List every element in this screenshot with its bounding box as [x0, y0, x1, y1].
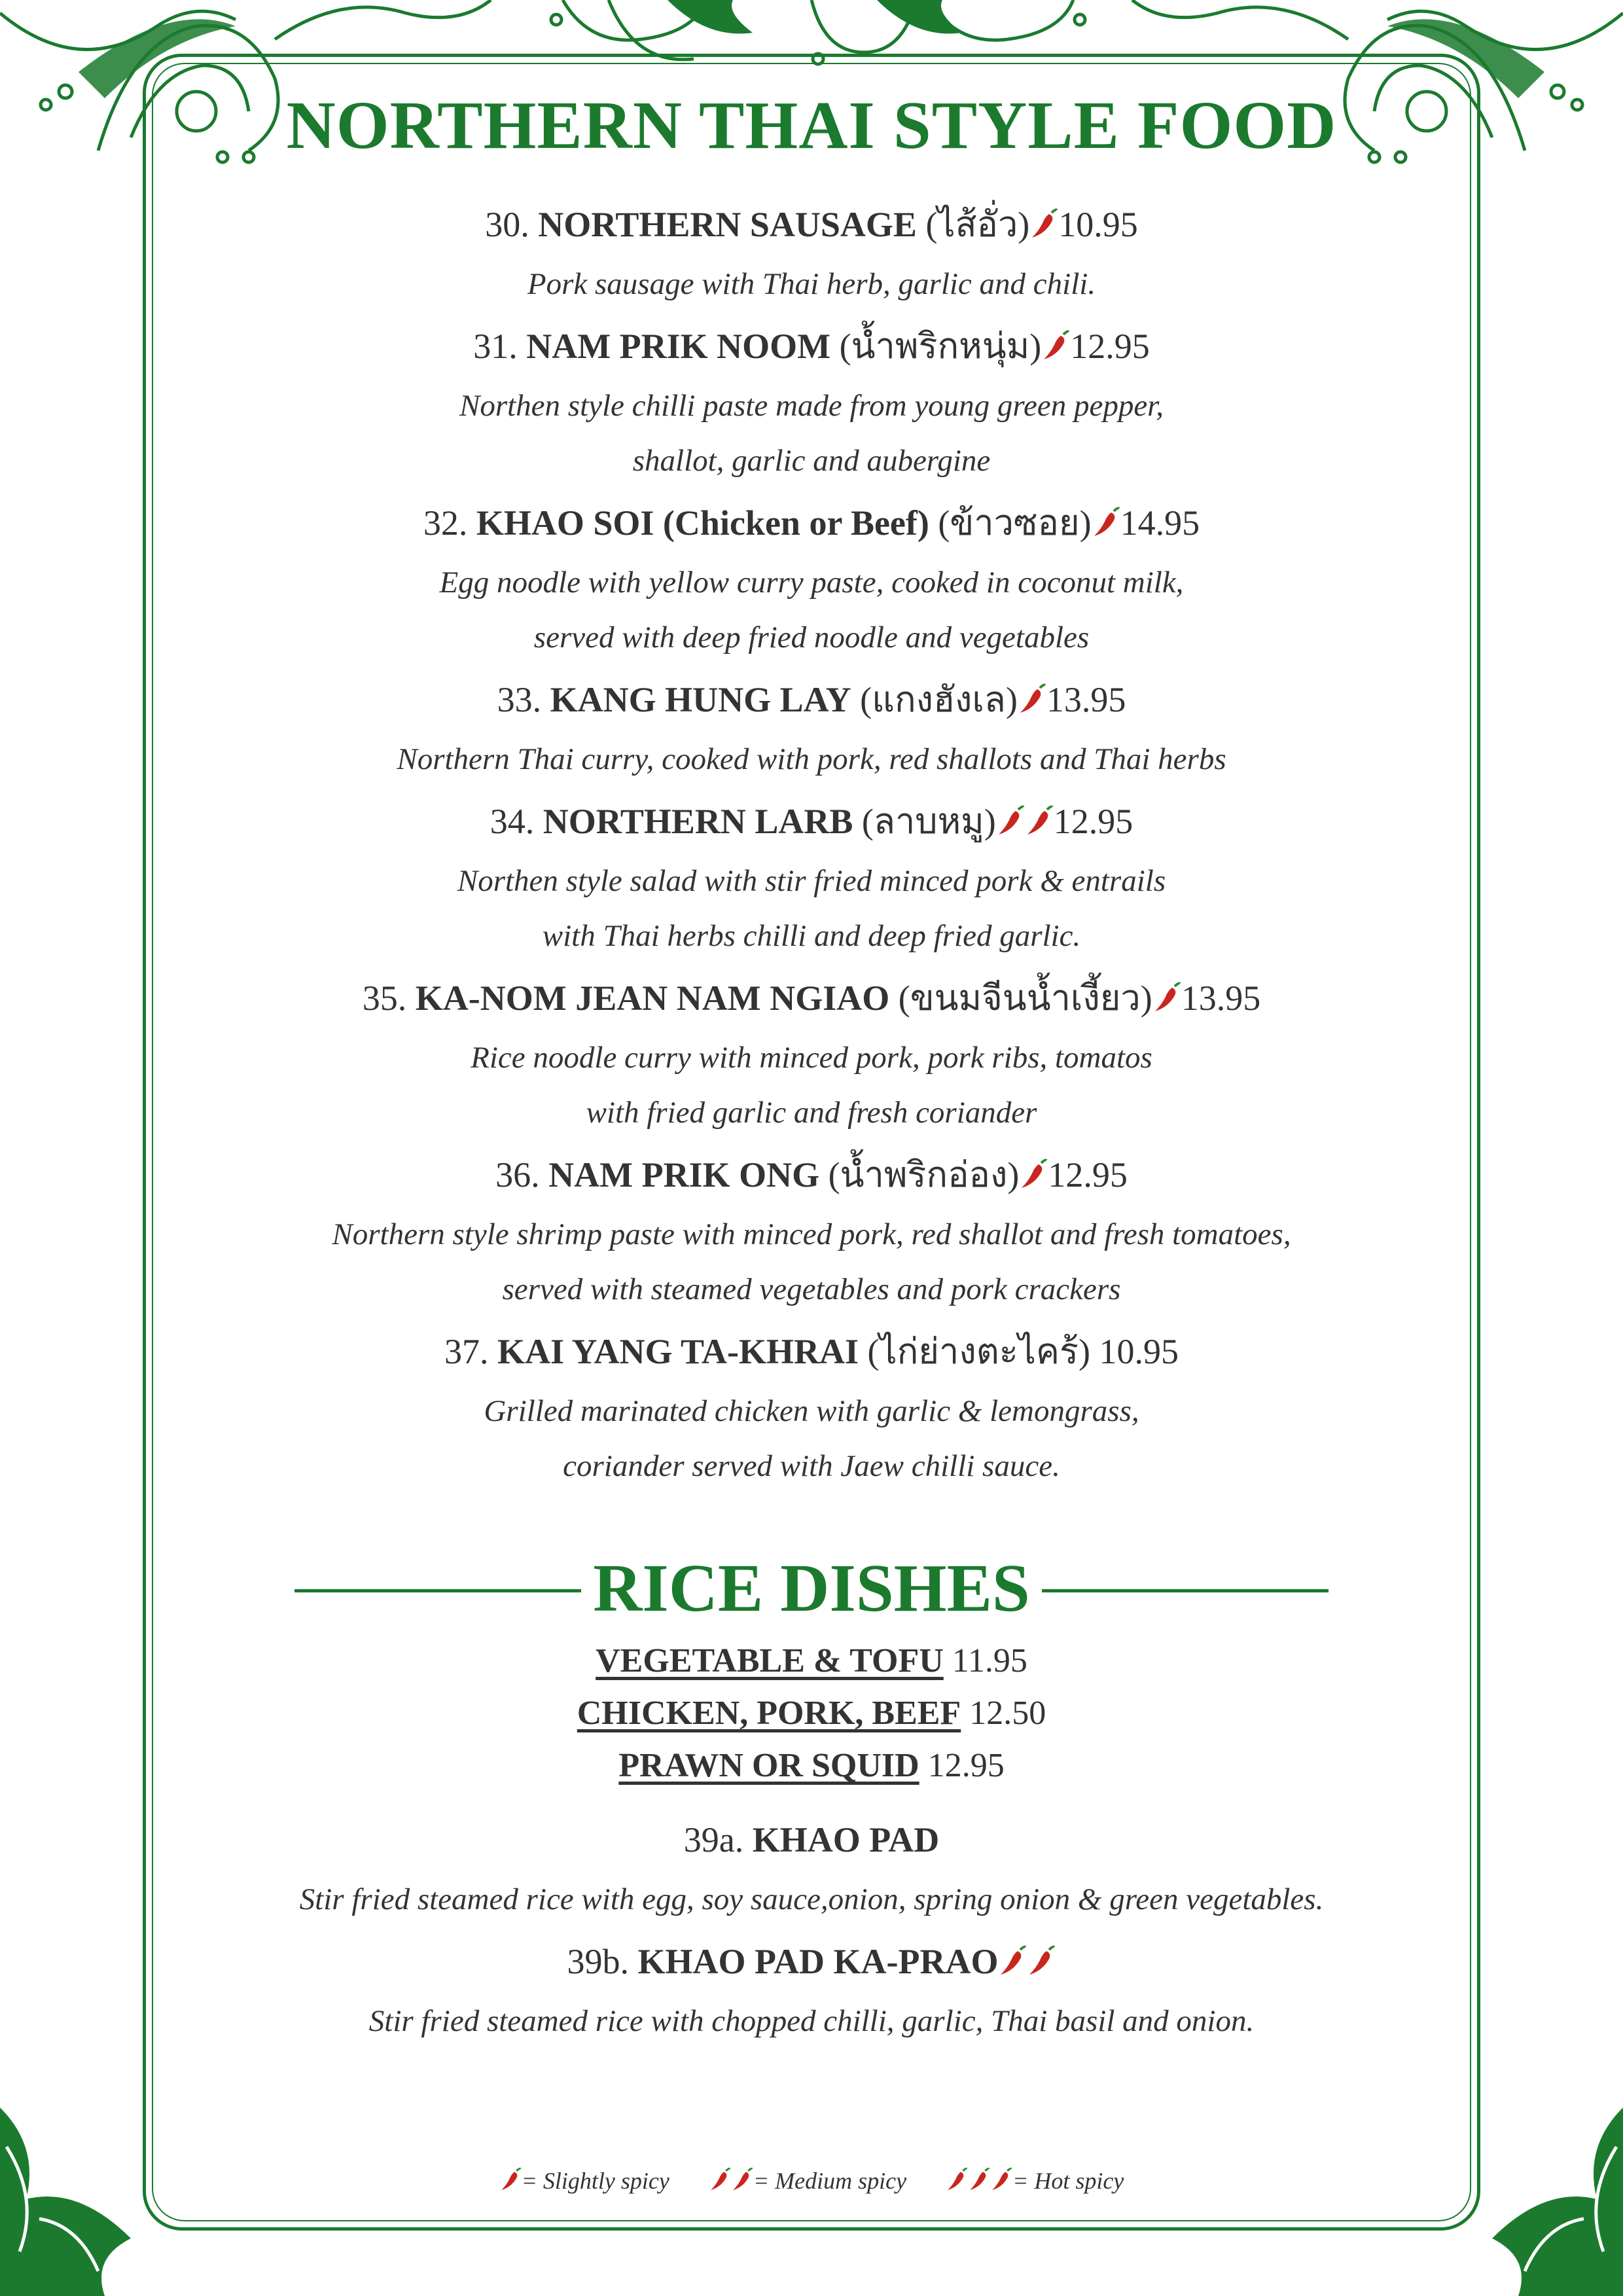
item-price: 13.95	[1181, 978, 1261, 1018]
rice-price-value: 12.95	[927, 1747, 1005, 1784]
menu-content	[0, 196, 1623, 2055]
chili-icon	[1092, 506, 1120, 539]
chili-icon	[996, 804, 1025, 837]
page-title: NORTHERN THAI STYLE FOOD	[286, 88, 1337, 163]
item-description	[0, 555, 1623, 665]
item-thai-name: (ไส้อั่ว)	[925, 205, 1030, 244]
item-name: KA-NOM JEAN NAM NGIAO	[415, 978, 890, 1018]
legend-entry	[946, 2168, 1124, 2194]
item-name: KAI YANG TA-KHRAI	[497, 1332, 859, 1371]
item-price: 12.95	[1070, 327, 1150, 366]
item-description-line: Northern Thai curry, cooked with pork, red shallots and Thai herbs	[397, 742, 1226, 776]
item-title	[0, 672, 1623, 728]
item-description	[0, 1872, 1623, 1927]
item-description	[0, 1994, 1623, 2049]
rice-price-label: CHICKEN, PORK, BEEF	[577, 1695, 961, 1732]
item-title	[0, 1323, 1623, 1380]
item-thai-name: (ข้าวซอย)	[938, 503, 1092, 543]
floral-ornament-bottom-left-icon	[0, 2108, 157, 2296]
item-description-line: Grilled marinated chicken with garlic & lemongrass,	[484, 1394, 1139, 1428]
menu-item	[0, 793, 1623, 963]
rice-price-label: VEGETABLE & TOFU	[596, 1642, 944, 1679]
item-name: KHAO SOI (Chicken or Beef)	[476, 503, 929, 543]
menu-item	[0, 970, 1623, 1140]
rice-price-row	[0, 1687, 1623, 1740]
chili-icon	[709, 2166, 731, 2193]
item-thai-name: (ขนมจีนน้ำเงี้ยว)	[898, 978, 1152, 1018]
legend-label: = Slightly spicy	[521, 2168, 669, 2194]
item-name: KHAO PAD KA-PRAO	[637, 1942, 999, 1981]
item-number: 33.	[497, 680, 542, 719]
item-description-line: shallot, garlic and aubergine	[632, 444, 991, 478]
item-thai-name: (น้ำพริกหนุ่ม)	[839, 327, 1042, 366]
chili-icon	[1027, 1945, 1056, 1977]
item-number: 34.	[490, 802, 535, 841]
item-price: 12.95	[1048, 1155, 1128, 1194]
legend-entry	[499, 2168, 669, 2194]
item-description-line: with fried garlic and fresh coriander	[586, 1096, 1037, 1130]
chili-icon	[1025, 804, 1054, 837]
rice-price-label: PRAWN OR SQUID	[618, 1747, 919, 1784]
item-number: 30.	[485, 205, 529, 244]
section-rule-left	[294, 1589, 582, 1592]
menu-item	[0, 672, 1623, 787]
rice-price-value: 11.95	[952, 1642, 1027, 1679]
item-description-line: Northen style chilli paste made from young green pepper,	[459, 389, 1164, 423]
item-thai-name: (แกงฮังเล)	[860, 680, 1018, 719]
floral-ornament-bottom-right-icon	[1466, 2108, 1623, 2296]
item-name: NAM PRIK ONG	[548, 1155, 820, 1194]
chili-icon	[731, 2166, 753, 2193]
chili-icon	[1019, 1158, 1048, 1191]
item-name: KANG HUNG LAY	[550, 680, 851, 719]
item-description-line: Pork sausage with Thai herb, garlic and chili.	[527, 267, 1096, 301]
northern-items-list	[0, 196, 1623, 1494]
item-number: 35.	[362, 978, 407, 1018]
menu-item	[0, 1812, 1623, 1927]
item-description-line: Rice noodle curry with minced pork, pork ribs, tomatos	[471, 1041, 1152, 1075]
item-price: 13.95	[1046, 680, 1126, 719]
item-title	[0, 793, 1623, 850]
item-title	[0, 1147, 1623, 1203]
rice-price-row	[0, 1740, 1623, 1792]
chili-icon	[998, 1945, 1027, 1977]
item-description-line: Northern style shrimp paste with minced pork, red shallot and fresh tomatoes,	[332, 1217, 1291, 1251]
item-number: 37.	[444, 1332, 489, 1371]
item-name: KHAO PAD	[752, 1820, 940, 1859]
chili-icon	[1029, 207, 1058, 240]
item-title	[0, 1812, 1623, 1868]
item-number: 39a.	[683, 1820, 744, 1859]
section-title: RICE DISHES	[581, 1546, 1042, 1631]
item-price: 10.95	[1099, 1332, 1179, 1371]
menu-item	[0, 1933, 1623, 2049]
item-thai-name: (ลาบหมู)	[861, 802, 996, 841]
item-number: 36.	[495, 1155, 540, 1194]
section-rule-right	[1041, 1589, 1329, 1592]
item-title	[0, 970, 1623, 1026]
item-thai-name: (น้ำพริกอ่อง)	[828, 1155, 1020, 1194]
item-description	[0, 1384, 1623, 1494]
menu-item	[0, 1323, 1623, 1494]
spice-legend	[0, 2166, 1623, 2195]
chili-icon	[1041, 329, 1070, 362]
item-description-line: Stir fried steamed rice with chopped chilli, garlic, Thai basil and onion.	[368, 2004, 1255, 2038]
item-thai-name: (ไก่ย่างตะไคร้)	[867, 1332, 1091, 1371]
item-title	[0, 495, 1623, 551]
chili-icon	[990, 2166, 1012, 2193]
item-description	[0, 257, 1623, 312]
rice-items-list	[0, 1812, 1623, 2049]
legend-label: = Medium spicy	[753, 2168, 907, 2194]
item-description	[0, 732, 1623, 787]
item-description-line: with Thai herbs chilli and deep fried garlic.	[542, 919, 1081, 953]
item-number: 31.	[473, 327, 518, 366]
chili-icon	[968, 2166, 990, 2193]
item-title	[0, 318, 1623, 374]
item-description-line: Northen style salad with stir fried minced pork & entrails	[457, 864, 1166, 898]
item-number: 39b.	[567, 1942, 630, 1981]
item-price: 10.95	[1058, 205, 1138, 244]
item-name: NORTHERN SAUSAGE	[538, 205, 917, 244]
item-description-line: Egg noodle with yellow curry paste, cooked in coconut milk,	[439, 565, 1184, 600]
menu-item	[0, 1147, 1623, 1317]
chili-icon	[1018, 683, 1046, 715]
item-price: 12.95	[1053, 802, 1133, 841]
item-description	[0, 853, 1623, 963]
item-title	[0, 1933, 1623, 1990]
rice-price-value: 12.50	[969, 1695, 1046, 1732]
menu-item	[0, 318, 1623, 488]
legend-label: = Hot spicy	[1012, 2168, 1124, 2194]
item-name: NORTHERN LARB	[543, 802, 853, 841]
menu-item	[0, 196, 1623, 312]
item-description-line: served with deep fried noodle and vegetables	[533, 620, 1090, 655]
item-description	[0, 1207, 1623, 1317]
item-number: 32.	[423, 503, 468, 543]
chili-icon	[1152, 981, 1181, 1014]
rice-price-list	[0, 1635, 1623, 1792]
rice-price-row	[0, 1635, 1623, 1687]
item-description-line: coriander served with Jaew chilli sauce.	[563, 1449, 1060, 1483]
item-description-line: Stir fried steamed rice with egg, soy sauce,onion, spring onion & green vegetables.	[299, 1882, 1324, 1916]
legend-entry	[709, 2168, 906, 2194]
chili-icon	[946, 2166, 968, 2193]
item-price: 14.95	[1120, 503, 1200, 543]
item-name: NAM PRIK NOOM	[526, 327, 831, 366]
rice-section-header	[0, 1546, 1623, 1631]
item-description-line: served with steamed vegetables and pork crackers	[502, 1272, 1121, 1306]
item-title	[0, 196, 1623, 253]
menu-item	[0, 495, 1623, 665]
chili-icon	[499, 2166, 522, 2193]
item-description	[0, 378, 1623, 488]
item-description	[0, 1030, 1623, 1140]
